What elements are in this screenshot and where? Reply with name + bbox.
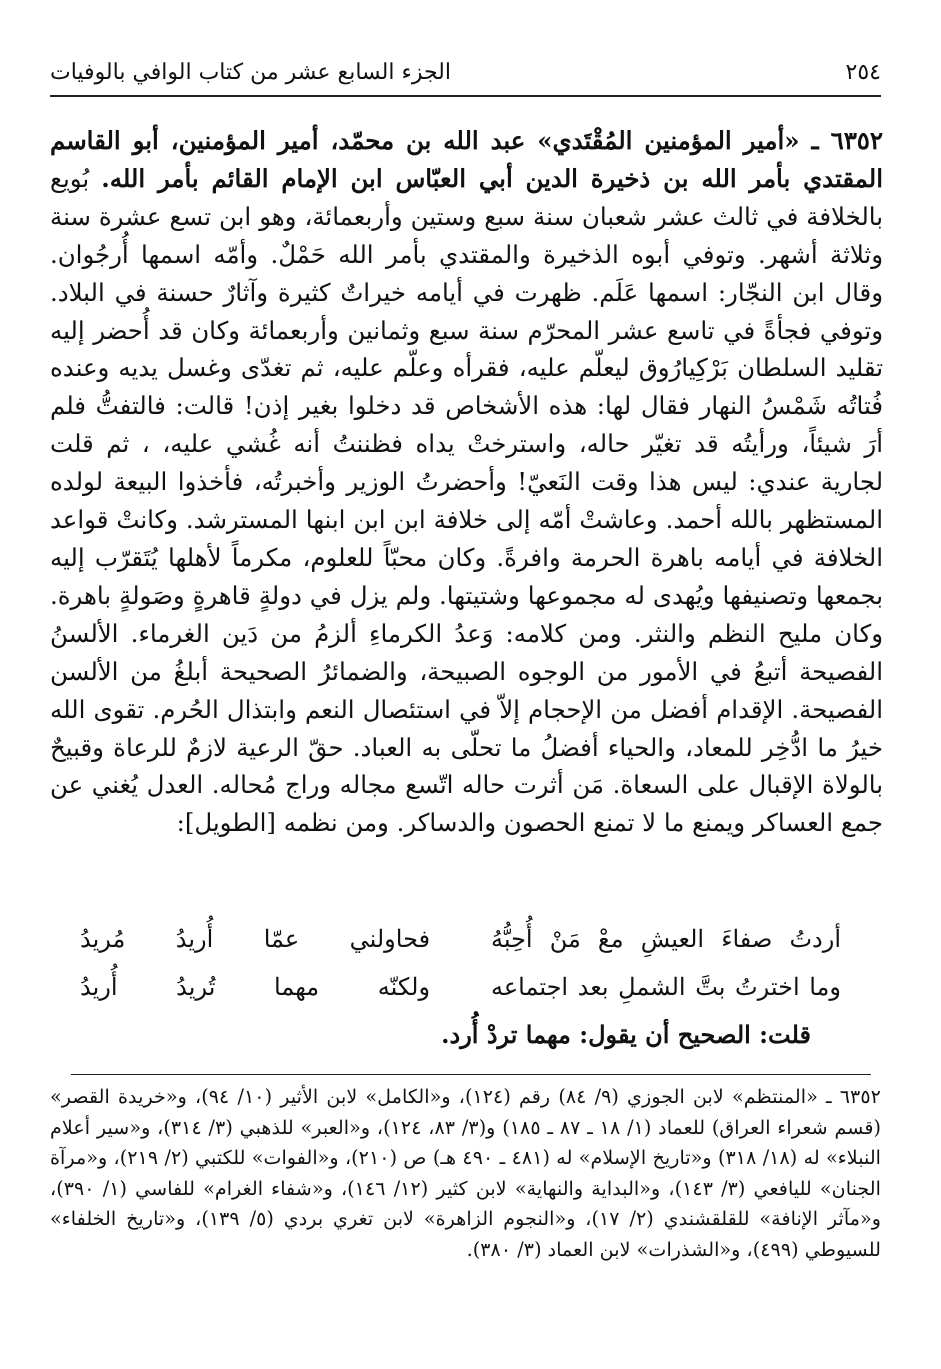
verse-first-hemistich: أردتُ صفاءَ العيشِ معْ مَنْ أُحِبُّهُ	[490, 925, 841, 953]
editor-note: قلت: الصحيح أن يقول: مهما تردْ أُرد.	[441, 1020, 811, 1049]
header-rule	[50, 95, 881, 97]
poem	[80, 915, 841, 1011]
verse-second-hemistich: ولكنّه مهما تُريدُ أُريدُ	[80, 973, 431, 1001]
entry-heading: ٦٣٥٢ ـ «أمير المؤمنين المُقْتَدي» عبد الله بن محمّد، أمير المؤمنين، أبو القاسم المقتدي بأمر الله بن ذخيرة الدين أبي العبّاس ابن الإمام القائم بأمر الله.	[50, 126, 883, 193]
page-header	[50, 52, 881, 92]
running-title: الجزء السابع عشر من كتاب الوافي بالوفيات	[50, 59, 451, 85]
entry-body: بُويع بالخلافة في ثالث عشر شعبان سنة سبع وستين وأربعمائة، وهو ابن تسع عشرة سنة وثلاثة أشهر. وتوفي أبوه الذخيرة والمقتدي بأمر الله حَمْلٌ. وأمّه اسمها أُرجُوان. وقال ابن النجّار: اسمها عَلَم. ظهرت في أيامه خيراتٌ كثيرة وآثارٌ حسنة في البلاد. وتوفي فجأةً في تاسع عشر المحرّم سنة سبع وثمانين وأربعمائة وكان قد أُحضر إليه تقليد السلطان بَرْكِيارُوق ليعلّم عليه، فقرأه وعلّم عليه، ثم تغدّى وغسل يديه وعنده فُتاتُه شَمْسُ النهار فقال لها: هذه الأشخاص قد دخلوا بغير إذن! قالت: فالتفتُّ فلم أرَ شيئاً، ورأيتُه قد تغيّر حاله، واسترختْ يداه فظننتُ أنه غُشي عليه، ، ثم قلت لجارية عندي: ليس هذا وقت النَعيّ! وأحضرتُ الوزير وأخبرتُه، فأخذوا البيعة لولده المستظهر بالله أحمد. وعاشتْ أمّه إلى خلافة ابن ابن ابنها المسترشد. وكانتْ قواعد الخلافة في أيامه باهرة الحرمة وافرةً. وكان محبّاً للعلوم، مكرماً لأهلها يُتَقرّب إليه بجمعها وتصنيفها ويُهدى له مجموعها وشتيتها. ولم يزل في دولةٍ قاهرةٍ وصَولةٍ باهرة. وكان مليح النظم والنثر. ومن كلامه: وَعدُ الكرماءِ ألزمُ من دَين الغرماء. الألسنُ الفصيحة أتبعُ في الأمور من الوجوه الصبيحة، والضمائرُ الصحيحة أبلغُ من الألسن الفصيحة. الإقدام أفضل من الإحجام إلاّ في استئصال النعم وابتذال الحُرم. تقوى الله خيرُ ما ادُّخِر للمعاد، والحياء أفضلُ ما تحلّى به العباد. حقّ الرعية لازمٌ للرعاة وقبيحٌ بالولاة الإقبال على السعاة. مَن أثرت حاله اتّسع مجاله وراج مُحاله. العدل يُغني عن جمع العساكر ويمنع ما لا تمنع الحصون والدساكر. ومن نظمه [الطويل]:	[50, 163, 883, 838]
footnote-text: ٦٣٥٢ ـ «المنتظم» لابن الجوزي (٩/ ٨٤) رقم (١٢٤)، و«الكامل» لابن الأثير (١٠/ ٩٤)، و«خريدة القصر» (قسم شعراء العراق) للعماد (١/ ١٨ ـ ٨٧ ـ ١٨٥) و(٣/ ٨٣، ١٢٤)، و«العبر» للذهبي (٣/ ٣١٤)، و«سير أعلام النبلاء» له (١٨/ ٣١٨) و«تاريخ الإسلام» له (٤٨١ ـ ٤٩٠ هـ) ص (٢١٠)، و«الفوات» للكتبي (٢/ ٢١٩)، و«مرآة الجنان» لليافعي (٣/ ١٤٣)، و«البداية والنهاية» لابن كثير (١٢/ ١٤٦)، و«شفاء الغرام» للفاسي (١/ ٣٩٠)، و«مآثر الإنافة» للقلقشندي (٢/ ١٧)، و«النجوم الزاهرة» لابن تغري بردي (٥/ ١٣٩)، و«تاريخ الخلفاء» للسيوطي (٤٩٩)، و«الشذرات» لابن العماد (٣/ ٣٨٠).	[50, 1085, 881, 1261]
verse-first-hemistich: وما اخترتُ بتَّ الشملِ بعد اجتماعه	[490, 973, 841, 1001]
entry-paragraph	[50, 122, 883, 842]
verse-second-hemistich: فحاولني عمّا أُريدُ مُريدُ	[80, 925, 431, 953]
footnote-rule	[71, 1074, 871, 1075]
footnotes	[50, 1082, 881, 1266]
poem-verse	[80, 963, 841, 1011]
poem-verse	[80, 915, 841, 963]
page-number: ٢٥٤	[845, 59, 881, 85]
entry-text	[50, 122, 883, 842]
